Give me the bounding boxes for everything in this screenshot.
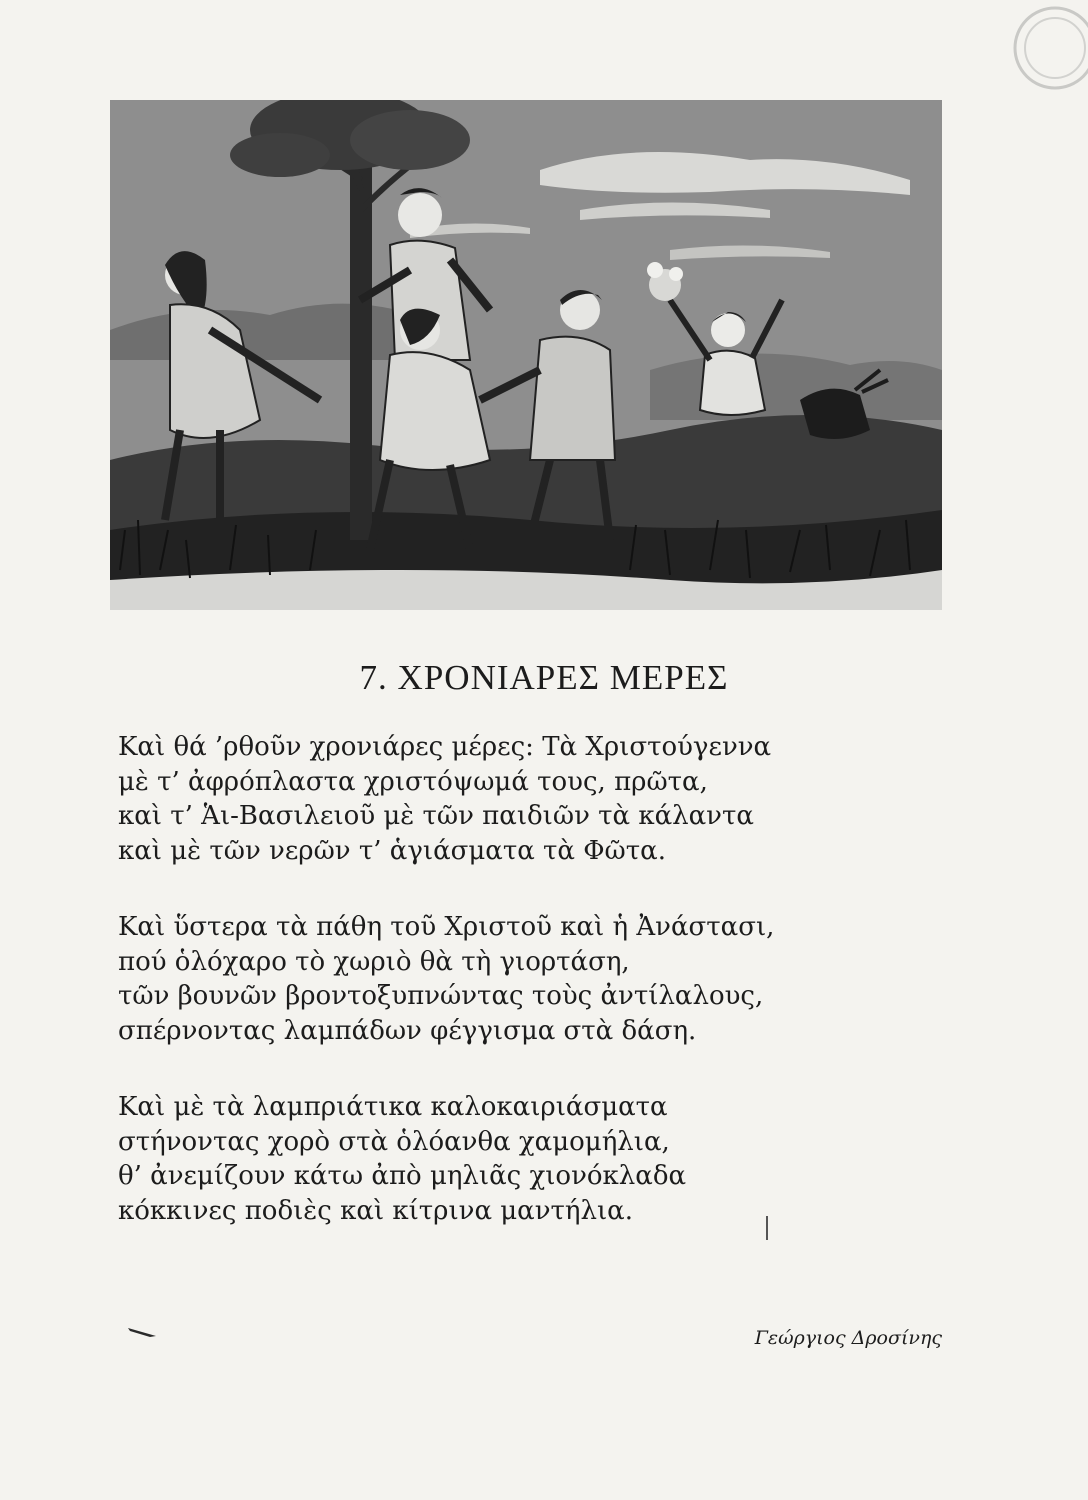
poem-line: Καὶ μὲ τὰ λαμπριάτικα καλοκαιριάσματα [118, 1092, 668, 1122]
poem-line: πού ὁλόχαρο τὸ χωριὸ θὰ τὴ γιορτάση, [118, 946, 630, 977]
poem-title: 7. ΧΡΟΝΙΑΡΕΣ ΜΕΡΕΣ [359, 658, 729, 697]
poem-line: τῶν βουνῶν βροντοξυπνώντας τοὺς ἀντίλαλους, [118, 981, 764, 1011]
stanza-1 [118, 730, 918, 868]
poem-line: Καὶ θά ’ρθοῦν χρονιάρες μέρες: Τὰ Χριστούγεννα [118, 732, 772, 762]
stanza-2 [118, 910, 918, 1048]
library-stamp-icon [985, 0, 1088, 130]
ink-mark-icon [766, 1216, 769, 1240]
poem-line: καὶ μὲ τῶν νερῶν τ’ ἁγιάσματα τὰ Φῶτα. [118, 835, 666, 866]
ink-blot-icon [128, 1326, 158, 1338]
poem-author: Γεώργιος Δροσίνης [754, 1327, 942, 1349]
folk-dance-woodcut [110, 100, 942, 610]
poem-line: θ’ ἀνεμίζουν κάτω ἀπὸ μηλιᾶς χιονόκλαδα [118, 1161, 687, 1191]
poem-line: στήνοντας χορὸ στὰ ὁλόανθα χαμομήλια, [118, 1126, 670, 1157]
poem-line: σπέρνοντας λαμπάδων φέγγισμα στὰ δάση. [118, 1015, 697, 1046]
poem-body [118, 730, 918, 1270]
stanza-3 [118, 1090, 918, 1228]
poem-line: Καὶ ὕστερα τὰ πάθη τοῦ Χριστοῦ καὶ ἡ Ἀνάστασι, [118, 912, 775, 942]
poem-line: καὶ τ’ Ἁι-Βασιλειοῦ μὲ τῶν παιδιῶν τὰ κάλαντα [118, 801, 754, 831]
poem-line: μὲ τ’ ἀφρόπλαστα χριστόψωμά τους, πρῶτα, [118, 766, 708, 797]
children-dancing-around-tree-illustration [110, 100, 942, 610]
poem-line: κόκκινες ποδιὲς καὶ κίτρινα μαντήλια. [118, 1195, 633, 1226]
